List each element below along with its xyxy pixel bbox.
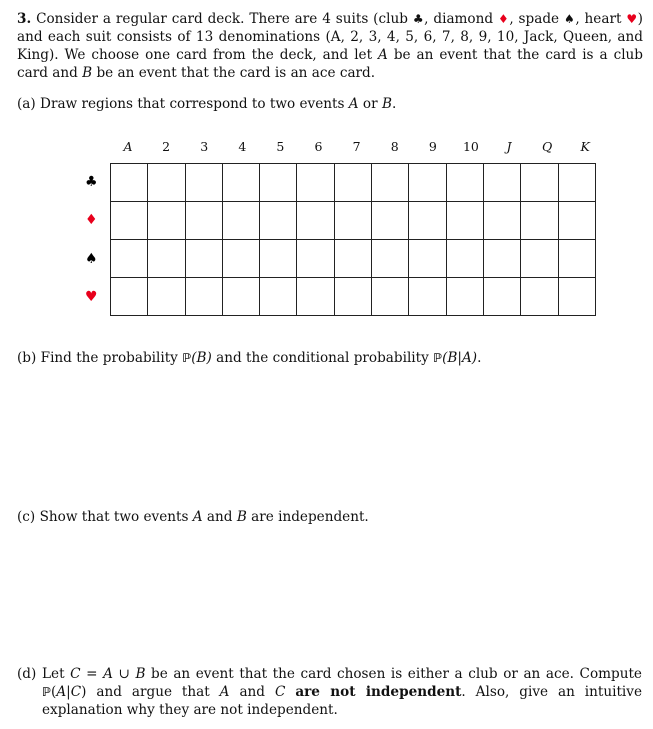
grid-cell[interactable]	[334, 240, 371, 278]
part-a-question	[17, 95, 396, 113]
grid-cell[interactable]	[334, 164, 371, 202]
grid-cell[interactable]	[558, 164, 595, 202]
grid-cell[interactable]	[260, 164, 297, 202]
heart-icon: ♥	[85, 288, 98, 305]
grid-cell[interactable]	[222, 202, 259, 240]
grid-cell[interactable]	[111, 164, 148, 202]
column-header: 5	[276, 139, 285, 154]
part-d-question: Let C = A ∪ B be an event that the card chosen is either a club or an ace. Compute ℙ(A|C) and argue that A and C are not independent. Also, give an intuitive explanation why they are not independent.	[42, 666, 642, 718]
part-b-text-pre: Find the probability	[40, 350, 183, 366]
grid-cell[interactable]	[409, 164, 446, 202]
grid-cell[interactable]	[185, 164, 222, 202]
grid-cell[interactable]	[409, 240, 446, 278]
column-header: 4	[238, 139, 247, 154]
grid-cell[interactable]	[222, 240, 259, 278]
part-c-end: are independent.	[246, 509, 369, 525]
grid-cell[interactable]	[148, 240, 185, 278]
part-a-end: .	[391, 96, 397, 112]
grid-cell[interactable]	[372, 202, 409, 240]
column-header: 8	[390, 139, 399, 154]
suit-name-club: club	[378, 11, 408, 27]
column-header: K	[580, 139, 590, 154]
grid-cell[interactable]	[297, 202, 334, 240]
problem-statement: 3. Consider a regular card deck. There are 4 suits (club ♣, diamond ♦, spade ♠, heart ♥) and each suit consists of 13 denominations (A, 2, 3, 4, 5, 6, 7, 8, 9, 10, Jack, Queen, and King). We choose one card from the deck, and let A be an event that the card is a club card and B be an event that the card is an ace card.	[17, 11, 643, 81]
spade-icon: ♠	[563, 12, 576, 26]
part-c-question	[17, 508, 369, 526]
column-header: 6	[314, 139, 323, 154]
part-b-mid: and the conditional probability	[211, 350, 434, 366]
grid-cell[interactable]	[446, 164, 483, 202]
suit-name-diamond: diamond	[433, 11, 494, 27]
grid-cell[interactable]	[558, 278, 595, 316]
grid-cell[interactable]	[521, 164, 558, 202]
spade-icon: ♠	[85, 250, 98, 267]
part-d-label: (d)	[17, 666, 37, 682]
column-header: 7	[352, 139, 361, 154]
grid-cell[interactable]	[185, 278, 222, 316]
column-header: A	[123, 139, 133, 154]
grid-cell[interactable]	[297, 240, 334, 278]
card-grid[interactable]	[110, 163, 596, 316]
grid-cell[interactable]	[521, 278, 558, 316]
column-header: J	[506, 139, 512, 154]
diamond-icon: ♦	[85, 212, 98, 229]
grid-cell[interactable]	[148, 278, 185, 316]
event-b-c: B	[236, 509, 247, 525]
grid-cell[interactable]	[334, 202, 371, 240]
grid-cell[interactable]	[222, 164, 259, 202]
grid-cell[interactable]	[260, 240, 297, 278]
column-header: 10	[462, 139, 479, 154]
grid-cell[interactable]	[558, 240, 595, 278]
suit-name-spade: spade	[518, 11, 560, 27]
event-b: B	[381, 96, 392, 112]
grid-cell[interactable]	[297, 164, 334, 202]
grid-cell[interactable]	[446, 240, 483, 278]
grid-cell[interactable]	[446, 278, 483, 316]
part-a-text-pre: Draw regions that correspond to two events	[40, 96, 349, 112]
club-icon: ♣	[85, 174, 98, 190]
part-a-or: or	[358, 96, 382, 112]
event-a-c: A	[192, 509, 203, 525]
grid-cell[interactable]	[483, 164, 520, 202]
part-b-end: .	[477, 350, 482, 366]
grid-cell[interactable]	[260, 278, 297, 316]
prob-b-given-a: (B|A)	[442, 350, 478, 366]
column-header: 2	[162, 139, 171, 154]
part-b-label: (b)	[17, 350, 37, 366]
grid-cell[interactable]	[260, 202, 297, 240]
grid-cell[interactable]	[111, 240, 148, 278]
grid-cell[interactable]	[111, 278, 148, 316]
part-c-text-pre: Show that two events	[39, 509, 193, 525]
suit-name-heart: heart	[584, 11, 622, 27]
diamond-icon: ♦	[497, 12, 510, 26]
grid-row-spade	[111, 240, 596, 278]
grid-cell[interactable]	[521, 240, 558, 278]
part-b-question: (b) Find the probability ℙ(B) and the conditional probability ℙ(B|A).	[17, 350, 482, 366]
part-c-and: and	[202, 509, 237, 525]
grid-cell[interactable]	[483, 240, 520, 278]
grid-cell[interactable]	[409, 202, 446, 240]
grid-cell[interactable]	[111, 202, 148, 240]
column-header: 3	[200, 139, 209, 154]
grid-row-club	[111, 164, 596, 202]
grid-cell[interactable]	[334, 278, 371, 316]
grid-cell[interactable]	[185, 202, 222, 240]
grid-cell[interactable]	[409, 278, 446, 316]
grid-cell[interactable]	[483, 202, 520, 240]
column-header: Q	[541, 139, 553, 154]
grid-cell[interactable]	[148, 164, 185, 202]
grid-cell[interactable]	[558, 202, 595, 240]
event-a: A	[348, 96, 359, 112]
club-icon: ♣	[412, 12, 425, 26]
grid-cell[interactable]	[446, 202, 483, 240]
problem-number: 3.	[17, 11, 32, 27]
column-header: 9	[428, 139, 437, 154]
grid-row-heart	[111, 278, 596, 316]
grid-row-diamond	[111, 202, 596, 240]
grid-cell[interactable]	[372, 278, 409, 316]
grid-cell[interactable]	[222, 278, 259, 316]
grid-cell[interactable]	[148, 202, 185, 240]
grid-cell[interactable]	[297, 278, 334, 316]
grid-cell[interactable]	[483, 278, 520, 316]
part-a-label: (a)	[17, 96, 36, 112]
prob-b: (B)	[191, 350, 212, 366]
grid-cell[interactable]	[185, 240, 222, 278]
grid-cell[interactable]	[521, 202, 558, 240]
grid-cell[interactable]	[372, 164, 409, 202]
part-c-label: (c)	[17, 509, 36, 525]
heart-icon: ♥	[626, 12, 638, 26]
grid-cell[interactable]	[372, 240, 409, 278]
denominations-list: (A, 2, 3, 4, 5, 6, 7, 8, 9, 10, Jack, Queen, and King)	[17, 29, 643, 63]
